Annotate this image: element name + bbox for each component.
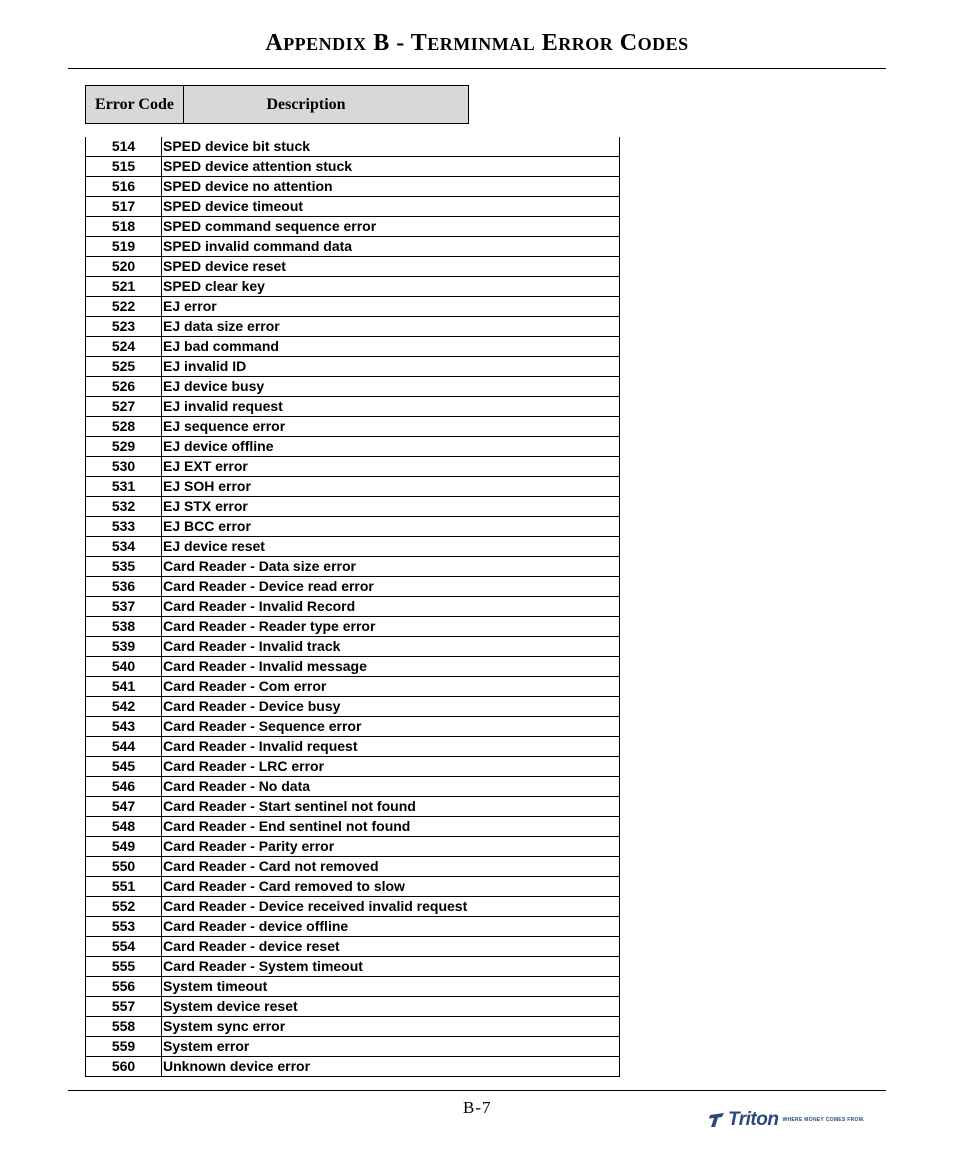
table-row <box>86 297 620 317</box>
description-cell: EJ invalid request <box>162 397 620 417</box>
description-cell: Card Reader - device offline <box>162 917 620 937</box>
error-code-cell: 545 <box>86 757 162 777</box>
error-code-cell: 547 <box>86 797 162 817</box>
table-row <box>86 597 620 617</box>
error-code-cell: 524 <box>86 337 162 357</box>
triton-logo-icon <box>708 1111 726 1129</box>
description-cell: Card Reader - Device busy <box>162 697 620 717</box>
table-row <box>86 537 620 557</box>
table-row <box>86 237 620 257</box>
error-code-cell: 529 <box>86 437 162 457</box>
error-code-cell: 519 <box>86 237 162 257</box>
description-cell: EJ BCC error <box>162 517 620 537</box>
error-code-cell: 542 <box>86 697 162 717</box>
description-cell: EJ data size error <box>162 317 620 337</box>
description-cell: Card Reader - device reset <box>162 937 620 957</box>
error-code-cell: 551 <box>86 877 162 897</box>
error-code-cell: 534 <box>86 537 162 557</box>
table-row <box>86 457 620 477</box>
error-code-cell: 530 <box>86 457 162 477</box>
description-cell: Card Reader - Invalid track <box>162 637 620 657</box>
error-code-cell: 537 <box>86 597 162 617</box>
description-cell: EJ error <box>162 297 620 317</box>
description-cell: Card Reader - System timeout <box>162 957 620 977</box>
logo-name: Triton <box>728 1109 779 1130</box>
error-code-cell: 539 <box>86 637 162 657</box>
error-code-cell: 556 <box>86 977 162 997</box>
table-row <box>86 737 620 757</box>
error-code-cell: 538 <box>86 617 162 637</box>
title-part: A <box>265 30 284 56</box>
table-row <box>86 697 620 717</box>
table-header <box>85 85 469 124</box>
description-cell: Unknown device error <box>162 1057 620 1077</box>
description-cell: SPED device timeout <box>162 197 620 217</box>
description-cell: Card Reader - Card removed to slow <box>162 877 620 897</box>
description-cell: EJ device offline <box>162 437 620 457</box>
error-code-cell: 549 <box>86 837 162 857</box>
table-row <box>86 1057 620 1077</box>
error-code-cell: 518 <box>86 217 162 237</box>
error-code-cell: 525 <box>86 357 162 377</box>
error-code-cell: 523 <box>86 317 162 337</box>
error-code-cell: 540 <box>86 657 162 677</box>
error-code-cell: 559 <box>86 1037 162 1057</box>
table-row <box>86 657 620 677</box>
description-cell: System device reset <box>162 997 620 1017</box>
error-code-cell: 532 <box>86 497 162 517</box>
table-row <box>86 717 620 737</box>
description-cell: Card Reader - Invalid message <box>162 657 620 677</box>
title-part: PPENDIX <box>283 34 367 54</box>
table-row <box>86 177 620 197</box>
description-cell: Card Reader - Invalid Record <box>162 597 620 617</box>
error-code-cell: 526 <box>86 377 162 397</box>
table-row <box>86 997 620 1017</box>
error-code-cell: 535 <box>86 557 162 577</box>
table-row <box>86 517 620 537</box>
description-cell: EJ device busy <box>162 377 620 397</box>
error-code-cell: 541 <box>86 677 162 697</box>
table-row <box>86 977 620 997</box>
error-code-cell: 517 <box>86 197 162 217</box>
table-row <box>86 277 620 297</box>
title-part: ERMINMAL <box>427 34 536 54</box>
description-cell: Card Reader - Reader type error <box>162 617 620 637</box>
table-row <box>86 637 620 657</box>
table-row <box>86 377 620 397</box>
column-header-description: Description <box>266 95 346 113</box>
table-row <box>86 257 620 277</box>
error-code-cell: 552 <box>86 897 162 917</box>
description-cell: EJ STX error <box>162 497 620 517</box>
description-cell: Card Reader - Invalid request <box>162 737 620 757</box>
table-row <box>86 577 620 597</box>
table-row <box>86 397 620 417</box>
description-cell: SPED command sequence error <box>162 217 620 237</box>
table-row <box>86 417 620 437</box>
title-part: C <box>613 30 638 56</box>
error-code-cell: 528 <box>86 417 162 437</box>
description-cell: EJ SOH error <box>162 477 620 497</box>
logo-tagline: WHERE MONEY COMES FROM. <box>782 1117 865 1123</box>
description-cell: System error <box>162 1037 620 1057</box>
error-code-cell: 520 <box>86 257 162 277</box>
table-row <box>86 497 620 517</box>
error-code-table <box>85 137 620 1077</box>
table-row <box>86 817 620 837</box>
description-cell: Card Reader - End sentinel not found <box>162 817 620 837</box>
error-code-cell: 521 <box>86 277 162 297</box>
description-cell: Card Reader - Device received invalid request <box>162 897 620 917</box>
description-cell: EJ device reset <box>162 537 620 557</box>
description-cell: Card Reader - LRC error <box>162 757 620 777</box>
table-row <box>86 797 620 817</box>
description-cell: SPED device attention stuck <box>162 157 620 177</box>
description-cell: Card Reader - Parity error <box>162 837 620 857</box>
table-row <box>86 777 620 797</box>
title-part: ODES <box>637 34 689 54</box>
table-row <box>86 197 620 217</box>
table-row <box>86 357 620 377</box>
error-code-cell: 515 <box>86 157 162 177</box>
description-cell: Card Reader - Data size error <box>162 557 620 577</box>
column-header-error-code: Error Code <box>86 86 184 123</box>
table-row <box>86 957 620 977</box>
description-cell: Card Reader - Start sentinel not found <box>162 797 620 817</box>
description-cell: Card Reader - Card not removed <box>162 857 620 877</box>
table-row <box>86 897 620 917</box>
table-row <box>86 617 620 637</box>
error-code-cell: 557 <box>86 997 162 1017</box>
error-code-cell: 533 <box>86 517 162 537</box>
table-row <box>86 337 620 357</box>
description-cell: System sync error <box>162 1017 620 1037</box>
table-row <box>86 757 620 777</box>
table-row <box>86 877 620 897</box>
table-row <box>86 157 620 177</box>
error-code-cell: 558 <box>86 1017 162 1037</box>
description-cell: SPED device reset <box>162 257 620 277</box>
description-cell: System timeout <box>162 977 620 997</box>
error-code-cell: 527 <box>86 397 162 417</box>
error-code-cell: 560 <box>86 1057 162 1077</box>
error-code-cell: 514 <box>86 137 162 157</box>
table-row <box>86 857 620 877</box>
description-cell: EJ EXT error <box>162 457 620 477</box>
error-code-cell: 548 <box>86 817 162 837</box>
description-cell: SPED clear key <box>162 277 620 297</box>
error-code-cell: 531 <box>86 477 162 497</box>
description-cell: SPED device bit stuck <box>162 137 620 157</box>
description-cell: SPED invalid command data <box>162 237 620 257</box>
description-cell: Card Reader - Sequence error <box>162 717 620 737</box>
table-row <box>86 317 620 337</box>
table-row <box>86 1037 620 1057</box>
description-cell: Card Reader - Device read error <box>162 577 620 597</box>
error-code-cell: 522 <box>86 297 162 317</box>
table-row <box>86 677 620 697</box>
error-code-cell: 554 <box>86 937 162 957</box>
table-row <box>86 1017 620 1037</box>
error-code-cell: 544 <box>86 737 162 757</box>
table-row <box>86 917 620 937</box>
table-row <box>86 137 620 157</box>
page-number: B-7 <box>463 1098 492 1117</box>
error-code-cell: 516 <box>86 177 162 197</box>
triton-logo <box>708 1107 878 1133</box>
description-cell: SPED device no attention <box>162 177 620 197</box>
page-title <box>0 30 954 57</box>
table-row <box>86 477 620 497</box>
table-row <box>86 557 620 577</box>
title-part: E <box>535 30 559 56</box>
table-row <box>86 837 620 857</box>
table-row <box>86 437 620 457</box>
description-cell: Card Reader - Com error <box>162 677 620 697</box>
error-code-cell: 543 <box>86 717 162 737</box>
error-code-cell: 536 <box>86 577 162 597</box>
description-cell: EJ invalid ID <box>162 357 620 377</box>
description-cell: EJ bad command <box>162 337 620 357</box>
error-code-cell: 550 <box>86 857 162 877</box>
table-row <box>86 937 620 957</box>
description-cell: EJ sequence error <box>162 417 620 437</box>
header-rule <box>68 68 886 69</box>
description-cell: Card Reader - No data <box>162 777 620 797</box>
footer-rule <box>68 1090 886 1091</box>
title-part: RROR <box>558 34 614 54</box>
table-row <box>86 217 620 237</box>
error-code-cell: 553 <box>86 917 162 937</box>
error-code-cell: 555 <box>86 957 162 977</box>
title-part: B - T <box>366 30 428 56</box>
error-code-cell: 546 <box>86 777 162 797</box>
